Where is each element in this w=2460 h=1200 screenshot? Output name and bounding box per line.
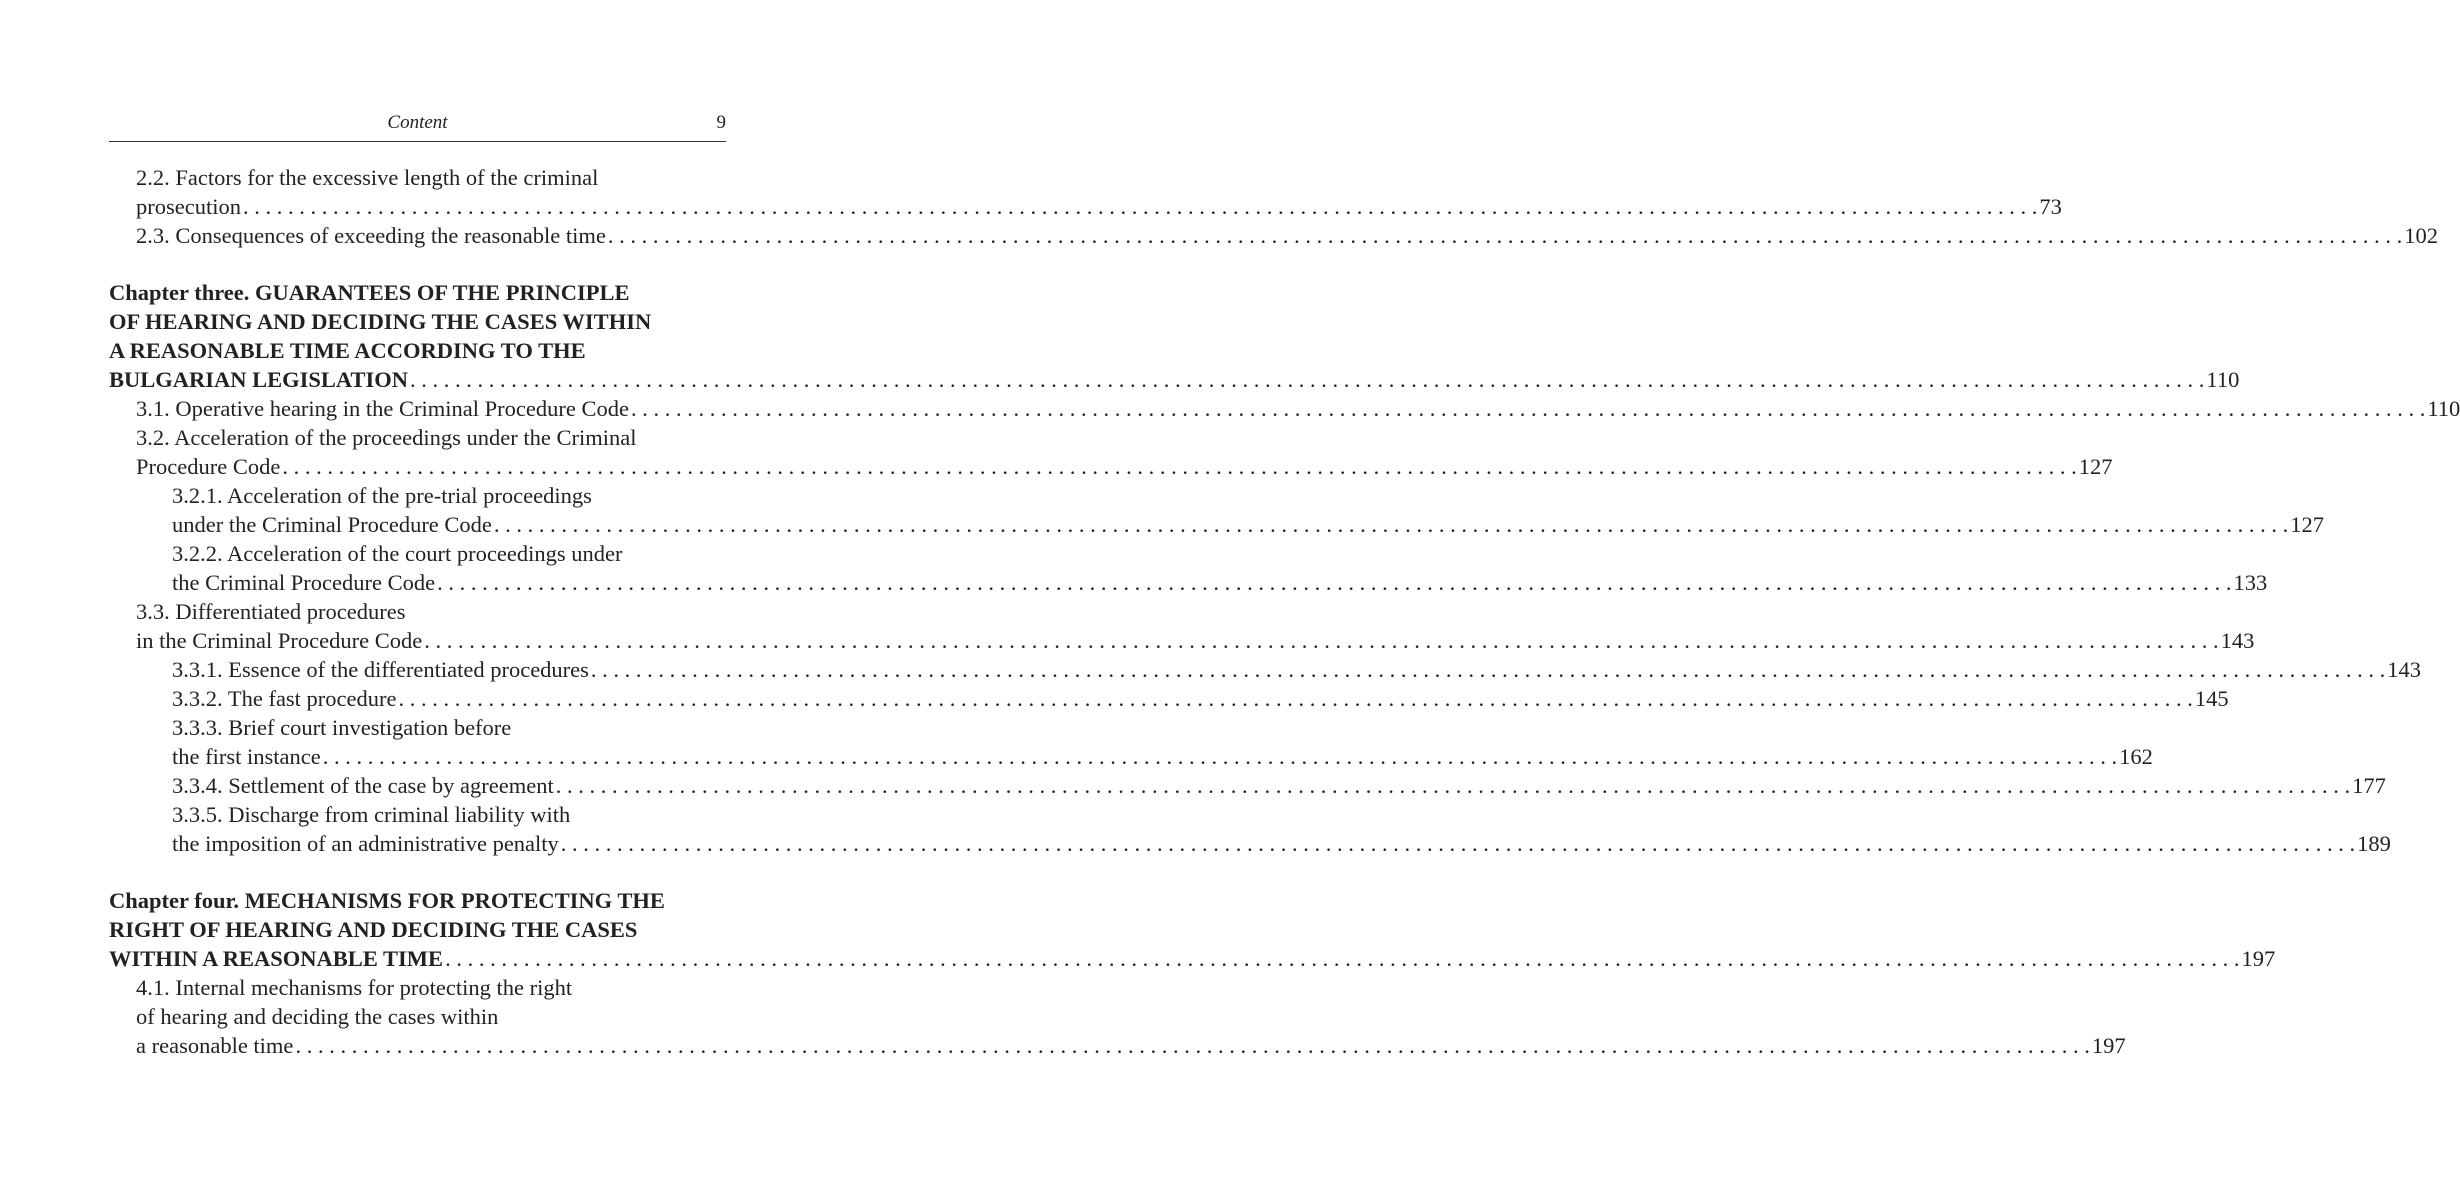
entry-title-line: Chapter four. MECHANISMS FOR PROTECTING THE [109, 888, 665, 913]
entry-title-text: 3.3.1. Essence of the differentiated procedures [172, 657, 589, 682]
entry-title-line: 2.2. Factors for the excessive length of the criminal [136, 165, 599, 190]
entry-page-number: 177 [2352, 773, 2386, 798]
section-gap [109, 250, 726, 278]
entry-final-line [136, 452, 2113, 481]
entry-title-line: OF HEARING AND DECIDING THE CASES WITHIN [109, 309, 652, 334]
entry-final-line [109, 944, 2276, 973]
dot-leader: . . . . . . . . . . . . . . . . . . . . . . . . . . . . . . . . . . . . . . . . . . . . . . . . . . . . . . . . . . . . . . . . . . . . . . . . . . . . . . . . . . . . . . . . . . . . . . . . . . . . . . . . . . . . . . . . . . . . . . . . . . . . . . . . . . . . . . . . . . . . . . . . . . . . . . . . . . . . . . . . [282, 454, 2077, 479]
toc-chapter-entry[interactable] [109, 278, 2240, 394]
toc-section-entry[interactable] [109, 713, 2153, 771]
dot-leader: . . . . . . . . . . . . . . . . . . . . . . . . . . . . . . . . . . . . . . . . . . . . . . . . . . . . . . . . . . . . . . . . . . . . . . . . . . . . . . . . . . . . . . . . . . . . . . . . . . . . . . . . . . . . . . . . . . . . . . . . . . . . . . . . . . . . . . . . . . . . . . . . . . . . . . . . . . . . . . . . [590, 657, 2386, 682]
entry-page-number: 189 [2357, 831, 2391, 856]
entry-title-line: 3.3.3. Brief court investigation before [172, 715, 512, 740]
table-of-contents [109, 163, 2460, 1060]
entry-title-text: in the Criminal Procedure Code [136, 628, 423, 653]
entry-final-line [172, 510, 2325, 539]
entry-page-number: 197 [2241, 946, 2276, 971]
entry-page-number: 102 [2404, 223, 2438, 248]
toc-section-entry[interactable] [109, 539, 2268, 597]
entry-title-text: 3.3.2. The fast procedure [172, 686, 397, 711]
dot-leader: . . . . . . . . . . . . . . . . . . . . . . . . . . . . . . . . . . . . . . . . . . . . . . . . . . . . . . . . . . . . . . . . . . . . . . . . . . . . . . . . . . . . . . . . . . . . . . . . . . . . . . . . . . . . . . . . . . . . . . . . . . . . . . . . . . . . . . . . . . . . . . . . . . . . . . . . . . . . . . . . [560, 831, 2356, 856]
running-title: Content [387, 112, 448, 133]
toc-section-entry[interactable] [109, 481, 2325, 539]
entry-title-text: Procedure Code [136, 454, 281, 479]
entry-final-line [136, 394, 2460, 423]
entry-page-number: 127 [2078, 454, 2113, 479]
entry-title-text: under the Criminal Procedure Code [172, 512, 492, 537]
entry-title-line: A REASONABLE TIME ACCORDING TO THE [109, 338, 586, 363]
dot-leader: . . . . . . . . . . . . . . . . . . . . . . . . . . . . . . . . . . . . . . . . . . . . . . . . . . . . . . . . . . . . . . . . . . . . . . . . . . . . . . . . . . . . . . . . . . . . . . . . . . . . . . . . . . . . . . . . . . . . . . . . . . . . . . . . . . . . . . . . . . . . . . . . . . . . . . . . . . . . . . . . [607, 223, 2403, 248]
toc-section-entry[interactable] [109, 597, 2255, 655]
entry-title-text: a reasonable time [136, 1033, 294, 1058]
entry-title-text: 3.1. Operative hearing in the Criminal Procedure Code [136, 396, 629, 421]
entry-final-line [172, 568, 2268, 597]
entry-final-line [109, 365, 2240, 394]
entry-page-number: 127 [2290, 512, 2325, 537]
entry-title-text: 2.3. Consequences of exceeding the reasonable time [136, 223, 606, 248]
entry-page-number: 145 [2194, 686, 2229, 711]
entry-title-text: prosecution [136, 194, 241, 219]
entry-title-line: 3.2.2. Acceleration of the court proceedings under [172, 541, 623, 566]
entry-title-text: 3.3.4. Settlement of the case by agreement [172, 773, 554, 798]
entry-final-line [136, 1031, 2126, 1060]
entry-title-text: BULGARIAN LEGISLATION [109, 367, 409, 392]
dot-leader: . . . . . . . . . . . . . . . . . . . . . . . . . . . . . . . . . . . . . . . . . . . . . . . . . . . . . . . . . . . . . . . . . . . . . . . . . . . . . . . . . . . . . . . . . . . . . . . . . . . . . . . . . . . . . . . . . . . . . . . . . . . . . . . . . . . . . . . . . . . . . . . . . . . . . . . . . . . . . . . . [424, 628, 2219, 653]
entry-page-number: 197 [2091, 1033, 2126, 1058]
page-number: 9 [716, 112, 726, 133]
dot-leader: . . . . . . . . . . . . . . . . . . . . . . . . . . . . . . . . . . . . . . . . . . . . . . . . . . . . . . . . . . . . . . . . . . . . . . . . . . . . . . . . . . . . . . . . . . . . . . . . . . . . . . . . . . . . . . . . . . . . . . . . . . . . . . . . . . . . . . . . . . . . . . . . . . . . . . . . . . . . . . . . [242, 194, 2038, 219]
entry-page-number: 143 [2387, 657, 2422, 682]
entry-page-number: 110 [2206, 367, 2240, 392]
entry-final-line [172, 655, 2422, 684]
entry-title-text: the imposition of an administrative penalty [172, 831, 559, 856]
entry-title-text: WITHIN A REASONABLE TIME [109, 946, 444, 971]
entry-page-number: 143 [2220, 628, 2255, 653]
entry-page-number: 162 [2119, 744, 2153, 769]
dot-leader: . . . . . . . . . . . . . . . . . . . . . . . . . . . . . . . . . . . . . . . . . . . . . . . . . . . . . . . . . . . . . . . . . . . . . . . . . . . . . . . . . . . . . . . . . . . . . . . . . . . . . . . . . . . . . . . . . . . . . . . . . . . . . . . . . . . . . . . . . . . . . . . . . . . . . . . . . . . . . . . . [437, 570, 2232, 595]
toc-section-entry[interactable] [109, 771, 2386, 800]
entry-title-line: 3.3.5. Discharge from criminal liability with [172, 802, 571, 827]
toc-section-entry[interactable] [109, 973, 2126, 1060]
entry-title-line: 4.1. Internal mechanisms for protecting the right [136, 975, 573, 1000]
entry-title-line: 3.2. Acceleration of the proceedings under the Criminal [136, 425, 637, 450]
entry-page-number: 73 [2039, 194, 2062, 219]
entry-final-line [136, 192, 2062, 221]
section-gap [109, 858, 726, 886]
dot-leader: . . . . . . . . . . . . . . . . . . . . . . . . . . . . . . . . . . . . . . . . . . . . . . . . . . . . . . . . . . . . . . . . . . . . . . . . . . . . . . . . . . . . . . . . . . . . . . . . . . . . . . . . . . . . . . . . . . . . . . . . . . . . . . . . . . . . . . . . . . . . . . . . . . . . . . . . . . . . . . . . [295, 1033, 2090, 1058]
toc-section-entry[interactable] [109, 655, 2422, 684]
dot-leader: . . . . . . . . . . . . . . . . . . . . . . . . . . . . . . . . . . . . . . . . . . . . . . . . . . . . . . . . . . . . . . . . . . . . . . . . . . . . . . . . . . . . . . . . . . . . . . . . . . . . . . . . . . . . . . . . . . . . . . . . . . . . . . . . . . . . . . . . . . . . . . . . . . . . . . . . . . . . . . . . [555, 773, 2351, 798]
dot-leader: . . . . . . . . . . . . . . . . . . . . . . . . . . . . . . . . . . . . . . . . . . . . . . . . . . . . . . . . . . . . . . . . . . . . . . . . . . . . . . . . . . . . . . . . . . . . . . . . . . . . . . . . . . . . . . . . . . . . . . . . . . . . . . . . . . . . . . . . . . . . . . . . . . . . . . . . . . . . . . . . [322, 744, 2118, 769]
toc-section-entry[interactable] [109, 423, 2113, 481]
entry-final-line [172, 742, 2153, 771]
toc-section-entry[interactable] [109, 163, 2062, 221]
entry-title-text: the Criminal Procedure Code [172, 570, 436, 595]
running-header [109, 107, 726, 142]
toc-chapter-entry[interactable] [109, 886, 2276, 973]
dot-leader: . . . . . . . . . . . . . . . . . . . . . . . . . . . . . . . . . . . . . . . . . . . . . . . . . . . . . . . . . . . . . . . . . . . . . . . . . . . . . . . . . . . . . . . . . . . . . . . . . . . . . . . . . . . . . . . . . . . . . . . . . . . . . . . . . . . . . . . . . . . . . . . . . . . . . . . . . . . . . . . . [398, 686, 2193, 711]
entry-page-number: 133 [2233, 570, 2268, 595]
entry-final-line [172, 829, 2391, 858]
entry-final-line [172, 771, 2386, 800]
toc-section-entry[interactable] [109, 684, 2229, 713]
dot-leader: . . . . . . . . . . . . . . . . . . . . . . . . . . . . . . . . . . . . . . . . . . . . . . . . . . . . . . . . . . . . . . . . . . . . . . . . . . . . . . . . . . . . . . . . . . . . . . . . . . . . . . . . . . . . . . . . . . . . . . . . . . . . . . . . . . . . . . . . . . . . . . . . . . . . . . . . . . . . . . . . [410, 367, 2205, 392]
entry-final-line [172, 684, 2229, 713]
entry-page-number: 110 [2427, 396, 2460, 421]
entry-title-line: of hearing and deciding the cases within [136, 1004, 499, 1029]
entry-title-line: 3.2.1. Acceleration of the pre-trial proceedings [172, 483, 592, 508]
entry-final-line [136, 221, 2438, 250]
entry-title-line: Chapter three. GUARANTEES OF THE PRINCIPLE [109, 280, 630, 305]
toc-section-entry[interactable] [109, 221, 2438, 250]
toc-section-entry[interactable] [109, 800, 2391, 858]
dot-leader: . . . . . . . . . . . . . . . . . . . . . . . . . . . . . . . . . . . . . . . . . . . . . . . . . . . . . . . . . . . . . . . . . . . . . . . . . . . . . . . . . . . . . . . . . . . . . . . . . . . . . . . . . . . . . . . . . . . . . . . . . . . . . . . . . . . . . . . . . . . . . . . . . . . . . . . . . . . . . . . . [445, 946, 2240, 971]
entry-final-line [136, 626, 2255, 655]
dot-leader: . . . . . . . . . . . . . . . . . . . . . . . . . . . . . . . . . . . . . . . . . . . . . . . . . . . . . . . . . . . . . . . . . . . . . . . . . . . . . . . . . . . . . . . . . . . . . . . . . . . . . . . . . . . . . . . . . . . . . . . . . . . . . . . . . . . . . . . . . . . . . . . . . . . . . . . . . . . . . . . . [630, 396, 2426, 421]
entry-title-line: RIGHT OF HEARING AND DECIDING THE CASES [109, 917, 638, 942]
entry-title-text: the first instance [172, 744, 321, 769]
toc-section-entry[interactable] [109, 394, 2460, 423]
dot-leader: . . . . . . . . . . . . . . . . . . . . . . . . . . . . . . . . . . . . . . . . . . . . . . . . . . . . . . . . . . . . . . . . . . . . . . . . . . . . . . . . . . . . . . . . . . . . . . . . . . . . . . . . . . . . . . . . . . . . . . . . . . . . . . . . . . . . . . . . . . . . . . . . . . . . . . . . . . . . . . . . [493, 512, 2289, 537]
entry-title-line: 3.3. Differentiated procedures [136, 599, 406, 624]
